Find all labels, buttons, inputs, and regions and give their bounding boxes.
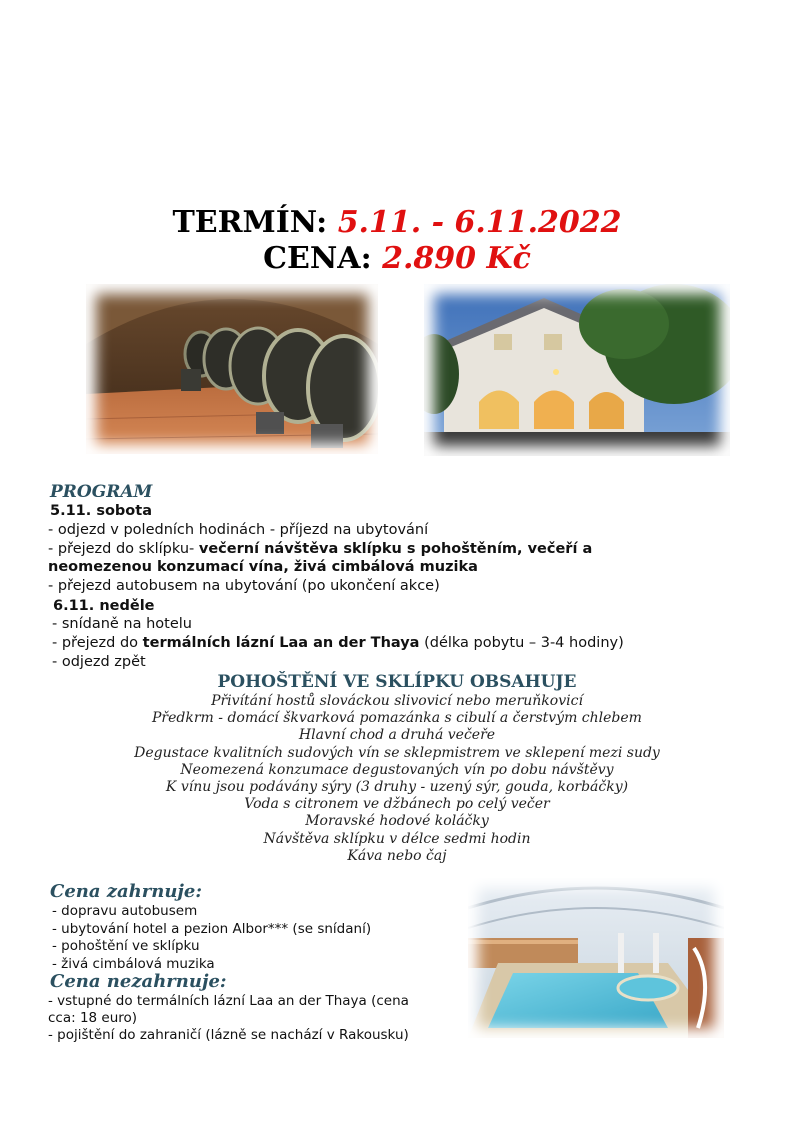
included-heading: Cena zahrnuje: [50,881,203,902]
day2-item-2-post: (délka pobytu – 3-4 hodiny) [419,635,624,651]
included-item: - dopravu autobusem [52,903,198,919]
refreshment-item: Hlavní chod a druhá večeře [298,727,496,744]
refreshment-item: Návštěva sklípku v délce sedmi hodin [263,830,531,847]
refreshment-item: K vínu jsou podávány sýry (3 druhy - uzený sýr, gouda, korbáčky) [165,779,629,796]
price-line [0,241,794,277]
day1-item-2-continued: neomezenou konzumací vína, živá cimbálová muzika [48,559,478,575]
price-label: CENA: [263,241,372,276]
day1-heading: 5.11. sobota [50,503,152,519]
excluded-item: - pojištění do zahraničí (lázně se nachází v Rakousku) [48,1027,409,1043]
day1-item-1: - odjezd v poledních hodinách - příjezd na ubytování [48,522,429,538]
wine-cellar-photo [86,284,378,454]
price-value: 2.890 Kč [382,241,531,276]
term-label: TERMÍN: [172,205,328,240]
included-item: - živá cimbálová muzika [52,955,215,972]
included-list [52,903,371,973]
included-item: - pohoštění ve sklípku [52,938,200,954]
day1-item-2-bold-a: večerní návštěva sklípku s pohoštěním, večeří a [198,541,593,557]
day1-item-2 [48,540,592,558]
refreshment-item: Moravské hodové koláčky [305,813,489,830]
refreshment-item: Přivítání hostů slováckou slivovicí nebo meruňkovicí [211,693,583,709]
day1-item-3: - přejezd autobusem na ubytování (po ukončení akce) [48,578,440,594]
term-line [0,205,794,241]
day2-item-2-pre: - přejezd do [52,635,143,651]
excluded-item: - vstupné do termálních lázní Laa an der Thaya (cena [48,993,409,1009]
excluded-list [48,993,409,1044]
day2-item-3: - odjezd zpět [52,654,146,670]
excluded-heading: Cena nezahrnuje: [50,971,227,992]
day2-item-1: - snídaně na hotelu [52,616,192,632]
thermal-pool-photo [468,878,724,1038]
refreshment-heading: POHOŠTĚNÍ VE SKLÍPKU OBSAHUJE [217,672,577,692]
refreshment-item: Degustace kvalitních sudových vín se sklepmistrem ve sklepení mezi sudy [134,744,660,761]
refreshment-item: Předkrm - domácí škvarková pomazánka s cibulí a čerstvým chlebem [152,710,642,727]
day2-heading: 6.11. neděle [53,598,155,614]
wine-house-photo [424,284,730,456]
included-item: - ubytování hotel a pezion Albor*** (se snídaní) [52,920,372,937]
day1-item-2-pre: - přejezd do sklípku- [48,541,199,557]
refreshment-item: Voda s citronem ve džbánech po celý večer [244,796,550,813]
term-value: 5.11. - 6.11.2022 [337,205,622,240]
excluded-item: cca: 18 euro) [48,1010,138,1026]
refreshment-item: Káva nebo čaj [347,847,447,864]
refreshment-item: Neomezená konzumace degustovaných vín po dobu návštěvy [180,761,614,778]
program-heading: PROGRAM [50,482,153,502]
day2-item-2-bold: termálních lázní Laa an der Thaya [142,635,420,651]
day2-item-2 [52,634,624,652]
refreshment-list [0,693,794,865]
